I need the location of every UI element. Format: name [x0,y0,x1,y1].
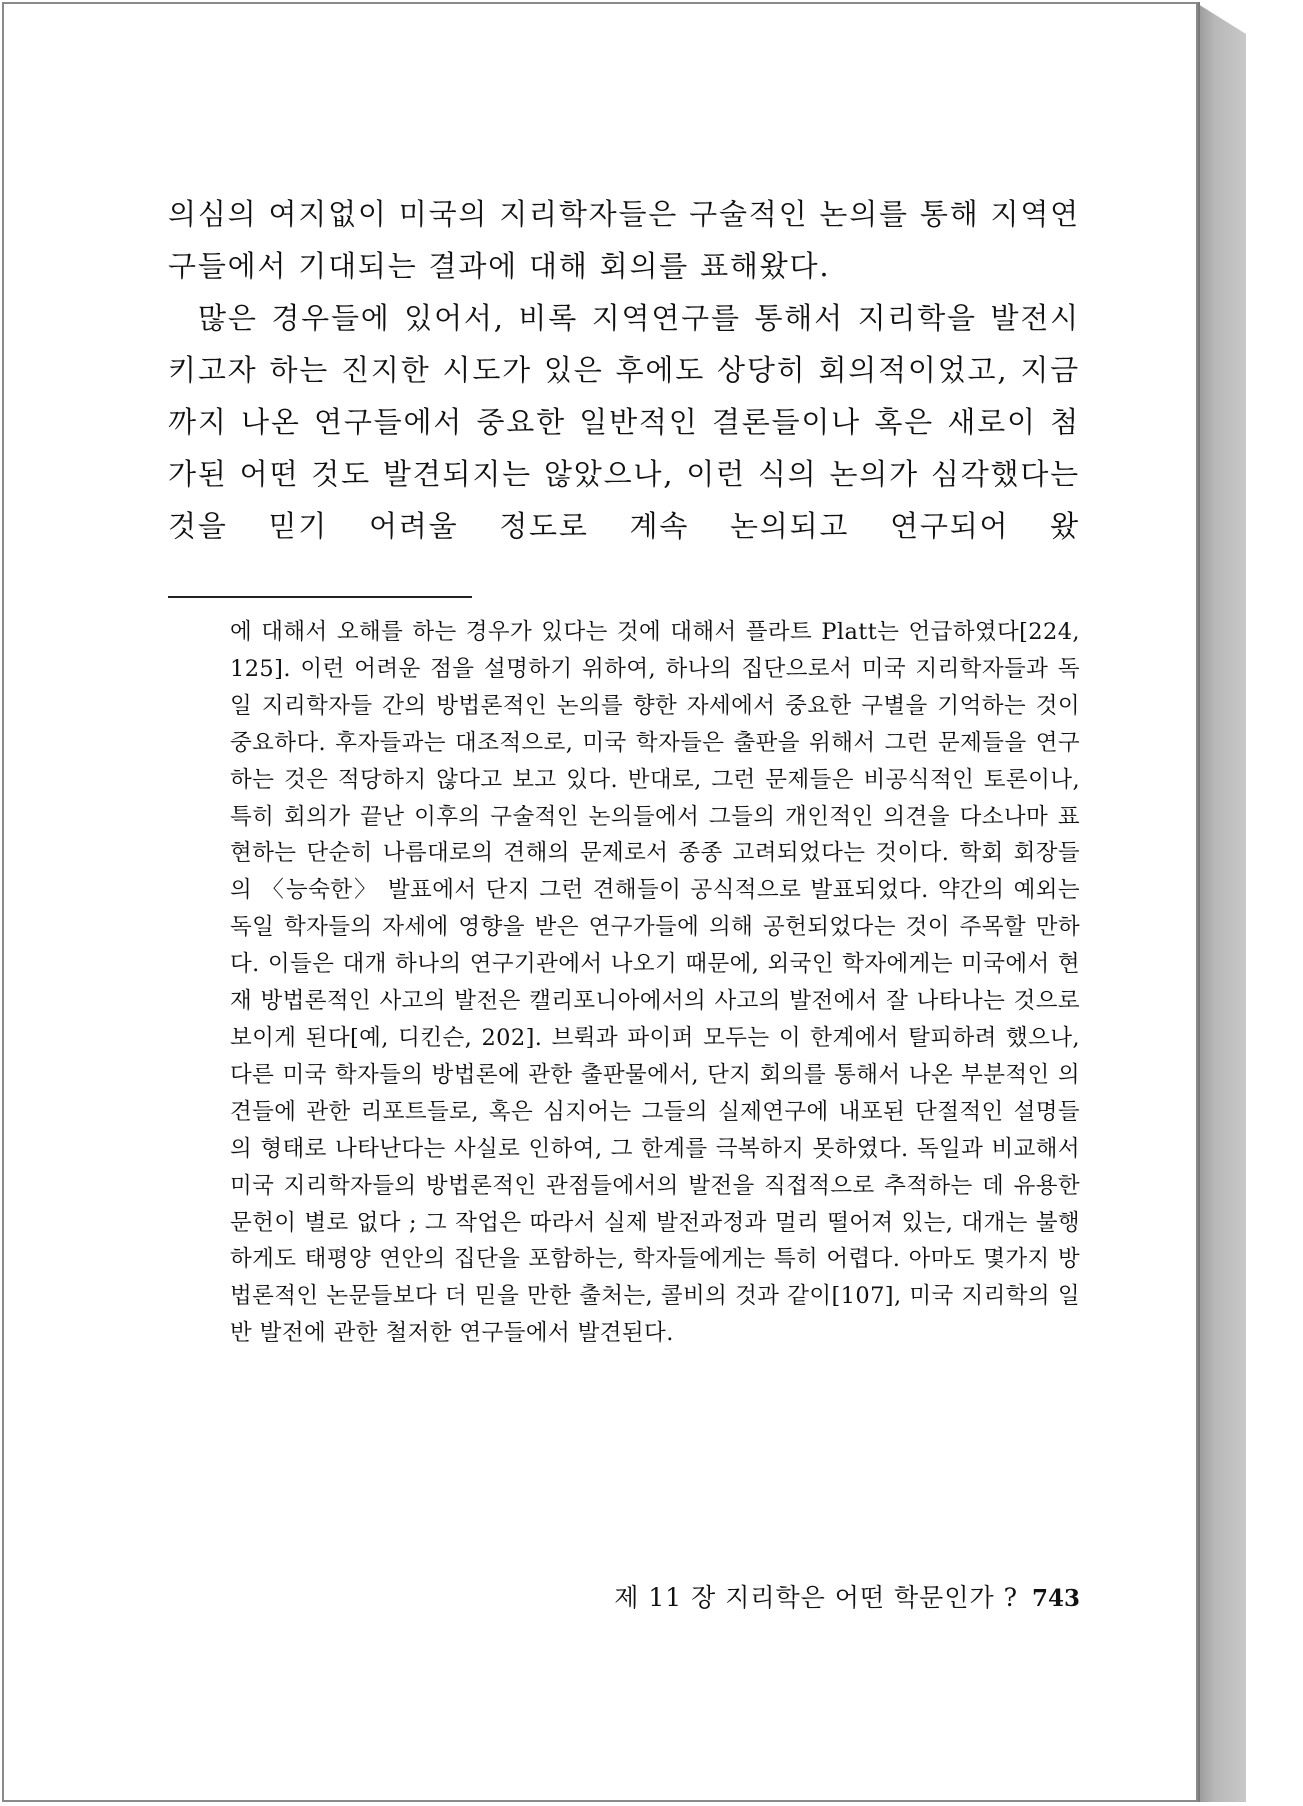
page-number: 743 [1031,1585,1080,1612]
page-spine-line [1198,2,1200,1802]
footnote-text: 에 대해서 오해를 하는 경우가 있다는 것에 대해서 플라트 Platt는 언급하였다[224, 125]. 이런 어려운 점을 설명하기 위하여, 하나의 집단으로서 미국 지리학자들과 독일 지리학자들 간의 방법론적인 논의를 향한 자세에서 중요한 구별을 기억하는 것이 중요하다. 후자들과는 대조적으로, 미국 학자들은 출판을 위해서 그런 문제들을 연구하는 것은 적당하지 않다고 보고 있다. 반대로, 그런 문제들은 비공식적인 토론이나, 특히 회의가 끝난 이후의 구술적인 논의들에서 그들의 개인적인 의견을 다소나마 표현하는 단순히 나름대로의 견해의 문제로서 종종 고려되었다는 것이다. 학회 회장들의 〈능숙한〉 발표에서 단지 그런 견해들이 공식적으로 발표되었다. 약간의 예외는 독일 학자들의 자세에 영향을 받은 연구가들에 의해 공헌되었다는 것이 주목할 만하다. 이들은 대개 하나의 연구기관에서 나오기 때문에, 외국인 학자에게는 미국에서 현재 방법론적인 사고의 발전은 캘리포니아에서의 사고의 발전에서 잘 나타나는 것으로 보이게 된다[예, 디킨슨, 202]. 브뤽과 파이퍼 모두는 이 한계에서 탈피하려 했으나, 다른 미국 학자들의 방법론에 관한 출판물에서, 단지 회의를 통해서 나온 부분적인 의견들에 관한 리포트들로, 혹은 심지어는 그들의 실제연구에 내포된 단절적인 설명들의 형태로 나타난다는 사실로 인하여, 그 한계를 극복하지 못하였다. 독일과 비교해서 미국 지리학자들의 방법론적인 관점들에서의 발전을 직접적으로 추적하는 데 유용한 문헌이 별로 없다 ; 그 작업은 따라서 실제 발전과정과 멀리 떨어져 있는, 대개는 불행하게도 태평양 연안의 집단을 포함하는, 학자들에게는 특히 어렵다. 아마도 몇가지 방법론적인 논문들보다 더 믿을 만한 출처는, 콜비의 것과 같이[107], 미국 지리학의 일반 발전에 관한 철저한 연구들에서 발견된다. [230,619,1080,1347]
footnote-separator [168,596,472,598]
running-footer [578,1581,1080,1616]
page-stack-edge [1198,4,1246,1802]
page-content [168,188,1080,1612]
body-paragraph-2: 많은 경우들에 있어서, 비록 지역연구를 통해서 지리학을 발전시키고자 하는 진지한 시도가 있은 후에도 상당히 회의적이었고, 지금까지 나온 연구들에서 중요한 일반적인 결론들이나 혹은 새로이 첨가된 어떤 것도 발견되지는 않았으나, 이런 식의 논의가 심각했다는 것을 믿기 어려울 정도로 계속 논의되고 연구되어 왔 [168,301,1080,543]
body-paragraph-1: 의심의 여지없이 미국의 지리학자들은 구술적인 논의를 통해 지역연구들에서 기대되는 결과에 대해 회의를 표해왔다. [168,197,1080,283]
chapter-title: 제 11 장 지리학은 어떤 학문인가 ? [614,1583,1018,1612]
